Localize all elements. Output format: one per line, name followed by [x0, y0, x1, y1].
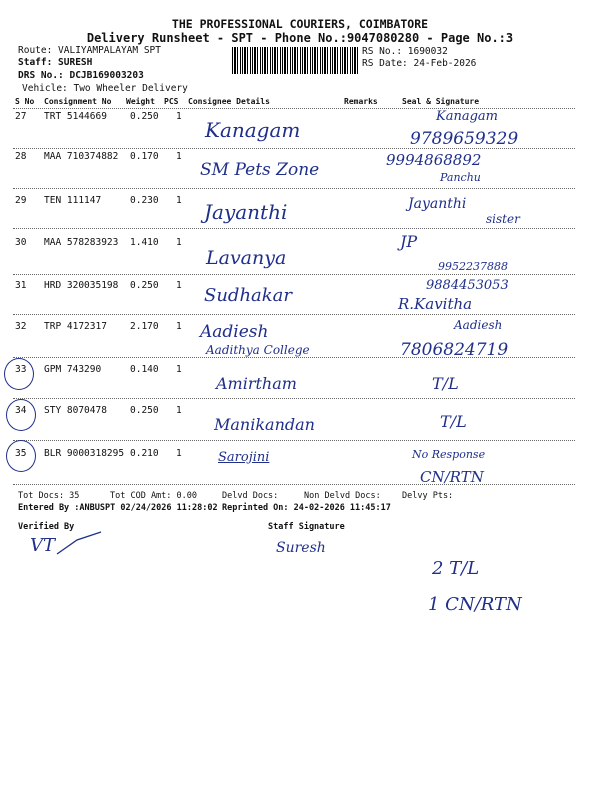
row-divider [13, 398, 575, 399]
consignee-handwriting: Sudhakar [204, 285, 293, 306]
row-weight: 0.250 [130, 111, 159, 122]
verified-signature: VT [30, 535, 56, 556]
row-divider [13, 188, 575, 189]
seal-handwriting: Aadiesh [454, 318, 503, 332]
seal-note: sister [486, 212, 520, 226]
staff-signature-label: Staff Signature [268, 522, 345, 532]
row-pcs: 1 [176, 405, 182, 416]
row-consignment: TEN 111147 [44, 195, 102, 206]
row-consignment: TRT 5144669 [44, 111, 107, 122]
row-weight: 0.230 [130, 195, 159, 206]
consignee-handwriting: Kanagam [205, 118, 301, 142]
row-consignment: MAA 578283923 [44, 237, 119, 248]
drs-label: DRS No.: DCJB169003203 [18, 70, 144, 81]
consignee-handwriting: Lavanya [206, 247, 287, 269]
row-sno: 35 [15, 448, 27, 459]
col-remarks: Remarks [344, 97, 378, 106]
row-sno: 31 [15, 280, 27, 291]
consignee-handwriting: Manikandan [214, 415, 315, 434]
note-tl: 2 T/L [432, 558, 480, 579]
seal-phone: 7806824719 [400, 340, 509, 360]
consignee-handwriting: Sarojini [218, 450, 270, 465]
row-consignment: TRP 4172317 [44, 321, 107, 332]
row-divider [13, 274, 575, 275]
row-pcs: 1 [176, 280, 182, 291]
total-cod: Tot COD Amt: 0.00 [110, 491, 197, 501]
consignee-college: Aadithya College [206, 343, 310, 357]
route-label: Route: VALIYAMPALAYAM SPT [18, 45, 161, 56]
verified-by-label: Verified By [18, 522, 75, 532]
row-sno: 32 [15, 321, 27, 332]
col-pcs: PCS [164, 97, 179, 106]
consignee-handwriting: SM Pets Zone [200, 160, 320, 180]
row-divider [13, 228, 575, 229]
row-sno: 28 [15, 151, 27, 162]
seal-phone: 9952237888 [438, 260, 508, 273]
seal-phone: 9994868892 [386, 151, 482, 169]
col-consignment: Consignment No [44, 97, 112, 106]
seal-handwriting: Jayanthi [408, 196, 467, 212]
row-pcs: 1 [176, 111, 182, 122]
col-weight: Weight [126, 97, 155, 106]
vehicle-label: Vehicle: Two Wheeler Delivery [22, 83, 188, 94]
seal-handwriting: Panchu [440, 171, 481, 184]
row-divider [13, 357, 575, 358]
staff-label: Staff: SURESH [18, 57, 93, 68]
seal-handwriting: R.Kavitha [398, 295, 473, 313]
row-sno: 34 [15, 405, 27, 416]
row-pcs: 1 [176, 364, 182, 375]
page-title: THE PROFESSIONAL COURIERS, COIMBATORE [171, 17, 429, 31]
seal-handwriting: No Response [412, 448, 486, 461]
delivered-docs: Delvd Docs: [222, 491, 279, 501]
row-pcs: 1 [176, 151, 182, 162]
col-consignee: Consignee Details [188, 97, 270, 106]
seal-phone: 9789659329 [410, 129, 519, 149]
consignee-handwriting: Amirtham [216, 374, 297, 393]
note-cn-rtn: 1 CN/RTN [428, 594, 522, 615]
row-sno: 27 [15, 111, 27, 122]
seal-handwriting: T/L [440, 412, 467, 431]
rs-date: RS Date: 24-Feb-2026 [362, 58, 477, 69]
row-weight: 0.140 [130, 364, 159, 375]
barcode [232, 47, 358, 74]
row-divider [13, 314, 575, 315]
row-divider [13, 484, 575, 485]
seal-handwriting: JP [400, 232, 418, 251]
delivery-points: Delvy Pts: [402, 491, 454, 501]
runsheet-subtitle: Delivery Runsheet - SPT - Phone No.:9047080280 - Page No.:3 [86, 31, 514, 45]
seal-phone: 9884453053 [426, 278, 509, 293]
row-pcs: 1 [176, 321, 182, 332]
row-consignment: HRD 320035198 [44, 280, 119, 291]
col-seal: Seal & Signature [402, 97, 480, 106]
reprinted-on: Reprinted On: 24-02-2026 11:45:17 [222, 503, 391, 513]
row-divider [13, 148, 575, 149]
verified-signature-stroke [55, 530, 105, 560]
consignee-handwriting: Jayanthi [204, 200, 288, 224]
row-sno: 33 [15, 364, 27, 375]
row-consignment: BLR 9000318295 [44, 448, 125, 459]
row-consignment: STY 8070478 [44, 405, 107, 416]
row-pcs: 1 [176, 448, 182, 459]
col-sno: S No [15, 97, 35, 106]
row-weight: 0.170 [130, 151, 159, 162]
non-delivered-docs: Non Delvd Docs: [304, 491, 381, 501]
row-consignment: GPM 743290 [44, 364, 102, 375]
row-pcs: 1 [176, 237, 182, 248]
row-weight: 0.250 [130, 280, 159, 291]
seal-handwriting: T/L [432, 374, 459, 393]
staff-signature: Suresh [276, 540, 326, 556]
entered-by: Entered By :ANBUSPT 02/24/2026 11:28:02 [18, 503, 218, 513]
row-weight: 2.170 [130, 321, 159, 332]
row-weight: 0.210 [130, 448, 159, 459]
row-divider [13, 440, 575, 441]
row-sno: 30 [15, 237, 27, 248]
row-weight: 1.410 [130, 237, 159, 248]
row-weight: 0.250 [130, 405, 159, 416]
rs-number: RS No.: 1690032 [362, 46, 448, 57]
row-consignment: MAA 710374882 [44, 151, 119, 162]
consignee-handwriting: Aadiesh [200, 322, 269, 342]
total-docs: Tot Docs: 35 [18, 491, 80, 501]
row-pcs: 1 [176, 195, 182, 206]
seal-remark: CN/RTN [420, 468, 484, 486]
row-sno: 29 [15, 195, 27, 206]
seal-handwriting: Kanagam [436, 109, 498, 124]
